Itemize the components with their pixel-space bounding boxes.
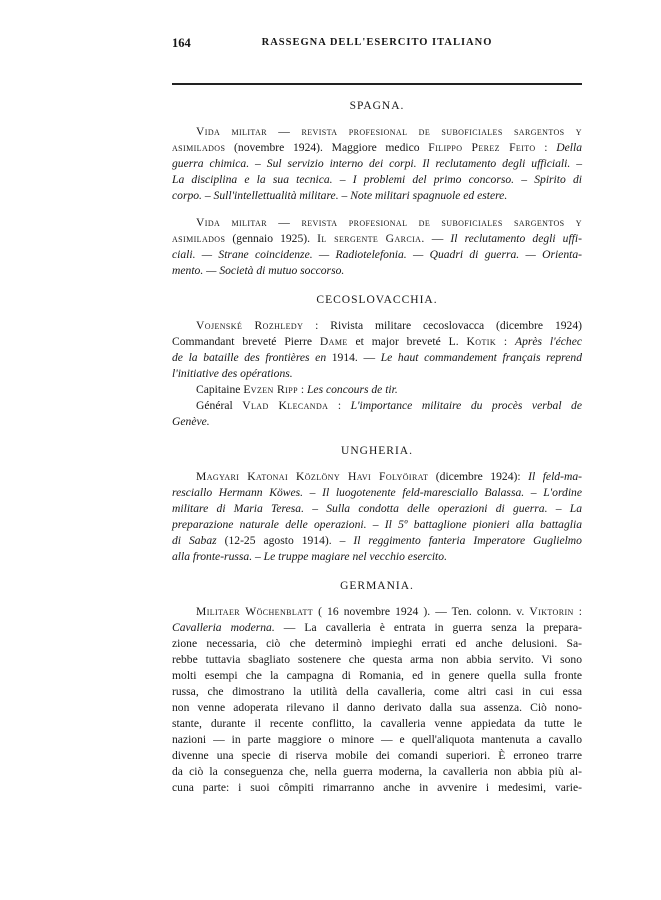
- text: —: [424, 232, 451, 245]
- text: — La cavalleria è entrata in guerra senza la prepara-: [274, 621, 582, 634]
- section-title: GERMANIA.: [340, 580, 414, 592]
- text-line: [172, 263, 582, 279]
- text-line: [172, 501, 582, 517]
- section: [172, 294, 582, 430]
- text-line: [172, 604, 582, 620]
- text: stante, durante il recente conflitto, la cavalleria venne appiedata da tutte le: [172, 717, 582, 730]
- text-line: [172, 156, 582, 172]
- running-title: RASSEGNA DELL'ESERCITO ITALIANO: [261, 37, 493, 48]
- page-number: 164: [172, 36, 191, 50]
- italic-text: Genève.: [172, 415, 210, 428]
- small-caps-text: asimilados: [172, 141, 226, 154]
- text-line: [172, 700, 582, 716]
- text-line: [172, 140, 582, 156]
- text-line: [172, 716, 582, 732]
- document-page: [172, 36, 582, 807]
- text: ( 16 novembre 1924 ). — Ten. colonn. v.: [313, 605, 530, 618]
- italic-text: Cavalleria moderna.: [172, 621, 275, 634]
- text-line: [172, 652, 582, 668]
- small-caps-text: Kotik: [466, 335, 496, 348]
- text-line: [172, 398, 582, 414]
- section: [172, 580, 582, 796]
- text: (gennaio 1925).: [225, 232, 318, 245]
- text: : Rivista militare cecoslovacca (dicembre 1924): [303, 319, 582, 332]
- italic-text: resciallo Hermann Köwes. – Il luogotenente feld-maresciallo Balassa. – L'ordine: [172, 486, 582, 499]
- paragraph: [172, 124, 582, 204]
- text-line: [172, 684, 582, 700]
- text: russa, che dimostrano la utilità della cavalleria, come altri casi in cui essa: [172, 685, 582, 698]
- page-body: [172, 100, 582, 796]
- text-line: [172, 366, 582, 382]
- text-line: [172, 469, 582, 485]
- small-caps-text: Filippo Perez Feito: [428, 141, 536, 154]
- text: da ciò la conseguenza che, nella guerra moderna, la cavalleria non abbia più al-: [172, 765, 582, 778]
- italic-text: Après l'échec: [514, 335, 582, 348]
- italic-text: corpo. – Sull'intellettualità militare. – Note militari spagnuole ed estere.: [172, 189, 508, 202]
- small-caps-text: Militaer Wöchenblatt: [196, 605, 314, 618]
- text-line: [172, 318, 582, 334]
- section-title: CECOSLOVACCHIA.: [316, 294, 438, 306]
- italic-text: di Sabaz: [172, 534, 217, 547]
- italic-text: preparazione naturale delle operazioni. – Il 5º battaglione pionieri alla battaglia: [172, 518, 582, 531]
- small-caps-text: Magyari Katonai Közlöny Havi Folyöirat: [196, 470, 429, 483]
- text-line: [172, 382, 582, 398]
- italic-text: Le haut commandement français reprend: [380, 351, 582, 364]
- small-caps-text: Viktorin: [529, 605, 574, 618]
- text-line: [172, 414, 582, 430]
- italic-text: de la bataille des frontières en: [172, 351, 327, 364]
- text: molti esempi che la campagna di Romania, ed in genere quella sulla fronte: [172, 669, 582, 682]
- text-line: [172, 215, 582, 231]
- italic-text: Il feld-ma-: [528, 470, 582, 483]
- italic-text: Les concours de tir.: [306, 383, 398, 396]
- small-caps-text: Evzen Ripp: [243, 383, 298, 396]
- text: Capitaine: [196, 383, 244, 396]
- text-line: [172, 533, 582, 549]
- text: divenne una specie di riserva mobile dei comandi superiori. È erroneo trarre: [172, 749, 582, 762]
- text: 1914. —: [326, 351, 381, 364]
- text: rebbe tuttavia sbagliato sostenere che questa arma non abbia servito. Vi sono: [172, 653, 582, 666]
- header-rule: [172, 83, 582, 85]
- text-line: [172, 764, 582, 780]
- text: :: [535, 141, 557, 154]
- paragraph: [172, 604, 582, 796]
- text: et major breveté L.: [347, 335, 467, 348]
- text-line: [172, 334, 582, 350]
- text-line: [172, 668, 582, 684]
- italic-text: L'importance militaire du procès verbal de: [350, 399, 582, 412]
- small-caps-text: Vlad Klecanda: [242, 399, 329, 412]
- paragraph: [172, 215, 582, 279]
- text: :: [496, 335, 515, 348]
- small-caps-text: Dame: [319, 335, 348, 348]
- text: cuna parte: i suoi cômpiti rimarranno anche in avvenire i medesimi, varie-: [172, 781, 582, 794]
- text: :: [328, 399, 351, 412]
- section: [172, 100, 582, 279]
- italic-text: alla fronte-russa. – Le truppe magiare nel vecchio esercito.: [172, 550, 447, 563]
- italic-text: l'initiative des opérations.: [172, 367, 293, 380]
- text-line: [172, 636, 582, 652]
- italic-text: La disciplina e la sua tecnica. – I problemi del primo concorso. – Spirito di: [172, 173, 582, 186]
- text: Général: [196, 399, 243, 412]
- text-line: [172, 172, 582, 188]
- text-line: [172, 517, 582, 533]
- text-line: [172, 748, 582, 764]
- text: (12-25 agosto 1914). –: [216, 534, 354, 547]
- text-line: [172, 732, 582, 748]
- text-line: [172, 124, 582, 140]
- text-line: [172, 620, 582, 636]
- small-caps-text: Vida militar — revista profesional de suboficiales sargentos y: [196, 125, 582, 138]
- small-caps-text: asimilados: [172, 232, 226, 245]
- text: Commandant breveté Pierre: [172, 335, 320, 348]
- italic-text: mento. — Società di mutuo soccorso.: [172, 264, 345, 277]
- paragraph: [172, 318, 582, 430]
- text-line: [172, 188, 582, 204]
- text-line: [172, 350, 582, 366]
- paragraph: [172, 469, 582, 565]
- text: zione necessaria, ciò che determinò impieghi errati ed anche delusioni. Sa-: [172, 637, 582, 650]
- text-line: [172, 485, 582, 501]
- section-title: UNGHERIA.: [341, 445, 413, 457]
- text-line: [172, 549, 582, 565]
- small-caps-text: Il sergente Garcia.: [317, 232, 425, 245]
- italic-text: guerra chimica. – Sul servizio interno dei corpi. Il reclutamento degli ufficiali. –: [172, 157, 582, 170]
- italic-text: Il reclutamento degli uffi-: [450, 232, 582, 245]
- italic-text: Il reggimento fanteria Imperatore Guglielmo: [353, 534, 582, 547]
- small-caps-text: Vida militar — revista profesional de suboficiales sargentos y: [196, 216, 582, 229]
- italic-text: Della: [556, 141, 582, 154]
- italic-text: militare di Maria Teresa. – Sulla condotta delle operazioni di guerra. – La: [172, 502, 582, 515]
- text: (novembre 1924). Maggiore medico: [225, 141, 429, 154]
- text: :: [573, 605, 583, 618]
- text: :: [297, 383, 307, 396]
- text: (dicembre 1924):: [428, 470, 529, 483]
- text-line: [172, 231, 582, 247]
- italic-text: ciali. — Strane coincidenze. — Radiotelefonia. — Quadri di guerra. — Orienta-: [172, 248, 582, 261]
- running-header: [172, 36, 582, 56]
- text-line: [172, 247, 582, 263]
- text: non venne adoperata rilevano il danno derivato dalla sua assenza. Ciò nono-: [172, 701, 582, 714]
- text-line: [172, 780, 582, 796]
- section: [172, 445, 582, 565]
- text: nazioni — in parte maggiore o minore — e quell'aliquota mantenuta a cavallo: [172, 733, 582, 746]
- section-title: SPAGNA.: [349, 100, 405, 112]
- small-caps-text: Vojenské Rozhledy: [196, 319, 304, 332]
